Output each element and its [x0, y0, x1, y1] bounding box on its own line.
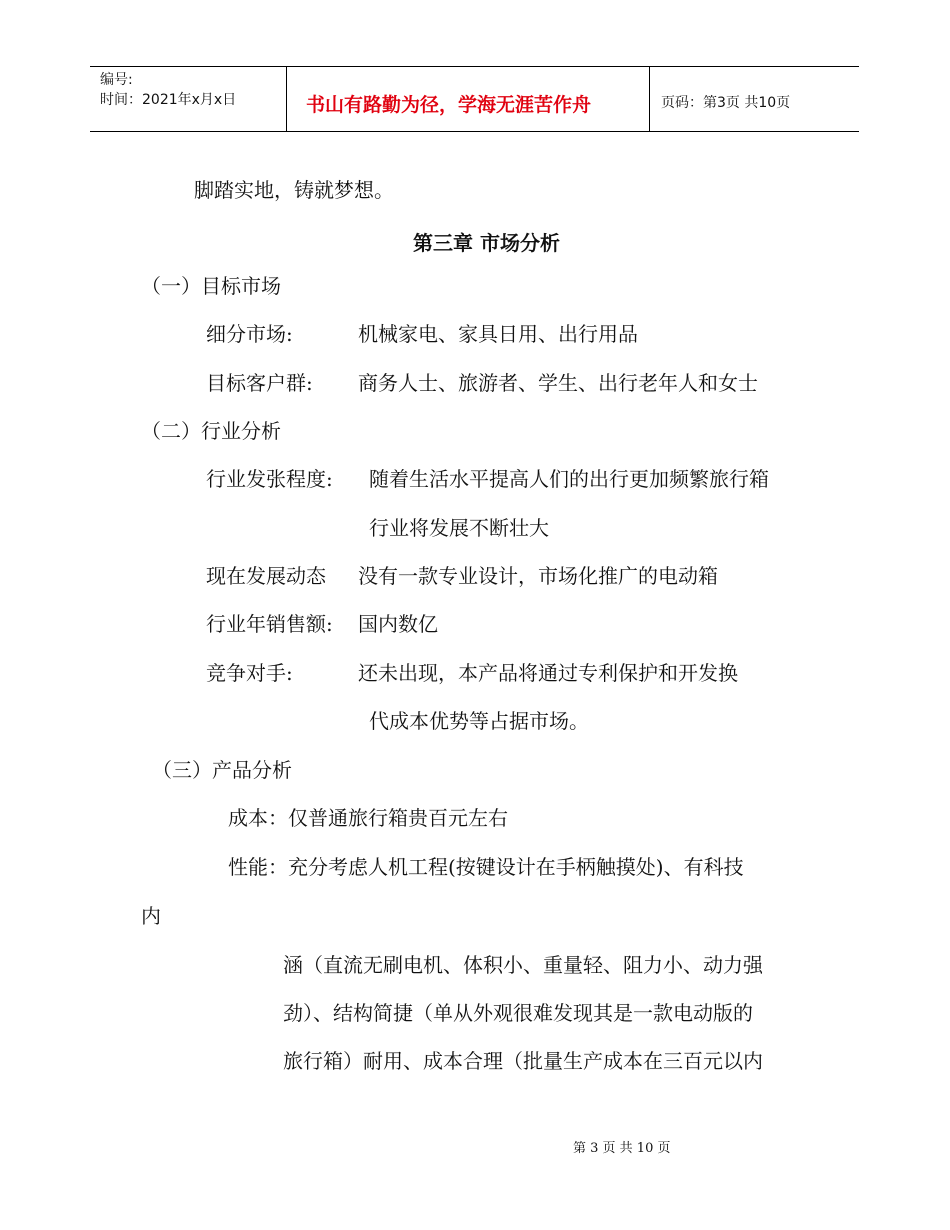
section-target-market-heading: （一）目标市场 [141, 274, 281, 298]
target-customer-value: 商务人士、旅游者、学生、出行老年人和女士 [358, 371, 758, 395]
product-performance-line2: 内 [141, 904, 161, 928]
product-performance-line5: 旅行箱）耐用、成本合理（批量生产成本在三百元以内 [283, 1049, 763, 1073]
competitor-line1: 还未出现，本产品将通过专利保护和开发换 [358, 661, 738, 685]
current-dynamic-value: 没有一款专业设计，市场化推广的电动箱 [358, 564, 718, 588]
industry-growth-label: 行业发张程度: [206, 467, 333, 491]
product-performance-line4: 劲）、结构简捷（单从外观很难发现其是一款电动版的 [283, 1001, 753, 1025]
industry-growth-line1: 随着生活水平提高人们的出行更加频繁旅行箱 [369, 467, 769, 491]
target-customer-label: 目标客户群: [206, 371, 313, 395]
header-motto: 书山有路勤为径，学海无涯苦作舟 [306, 94, 592, 116]
header-top-rule [90, 66, 859, 67]
footer-page-number: 第 3 页 共 10 页 [573, 1141, 671, 1156]
header-bottom-rule [90, 131, 859, 132]
section-industry-heading: （二）行业分析 [141, 419, 281, 443]
product-performance-line1: 性能：充分考虑人机工程(按键设计在手柄触摸处)、有科技 [228, 855, 744, 879]
competitor-line2: 代成本优势等占据市场。 [369, 709, 589, 733]
header-divider-left [286, 66, 287, 132]
product-performance-line3: 涵（直流无刷电机、体积小、重量轻、阻力小、动力强 [283, 953, 763, 977]
chapter-title: 第三章 市场分析 [413, 231, 560, 255]
intro-line: 脚踏实地，铸就梦想。 [194, 178, 394, 202]
current-dynamic-label: 现在发展动态 [206, 564, 326, 588]
segment-market-value: 机械家电、家具日用、出行用品 [358, 322, 638, 346]
industry-growth-line2: 行业将发展不断壮大 [369, 516, 549, 540]
header-divider-right [649, 66, 650, 132]
competitor-label: 竞争对手: [206, 661, 293, 685]
header-serial-label: 编号: [100, 72, 133, 88]
header-time-label: 时间：2021年x月x日 [100, 92, 237, 108]
section-product-heading: （三）产品分析 [152, 758, 292, 782]
product-cost-line: 成本：仅普通旅行箱贵百元左右 [228, 806, 508, 830]
annual-sales-value: 国内数亿 [358, 612, 438, 636]
annual-sales-label: 行业年销售额: [206, 612, 333, 636]
segment-market-label: 细分市场: [206, 322, 293, 346]
header-page-code: 页码：第3页 共10页 [661, 95, 791, 111]
